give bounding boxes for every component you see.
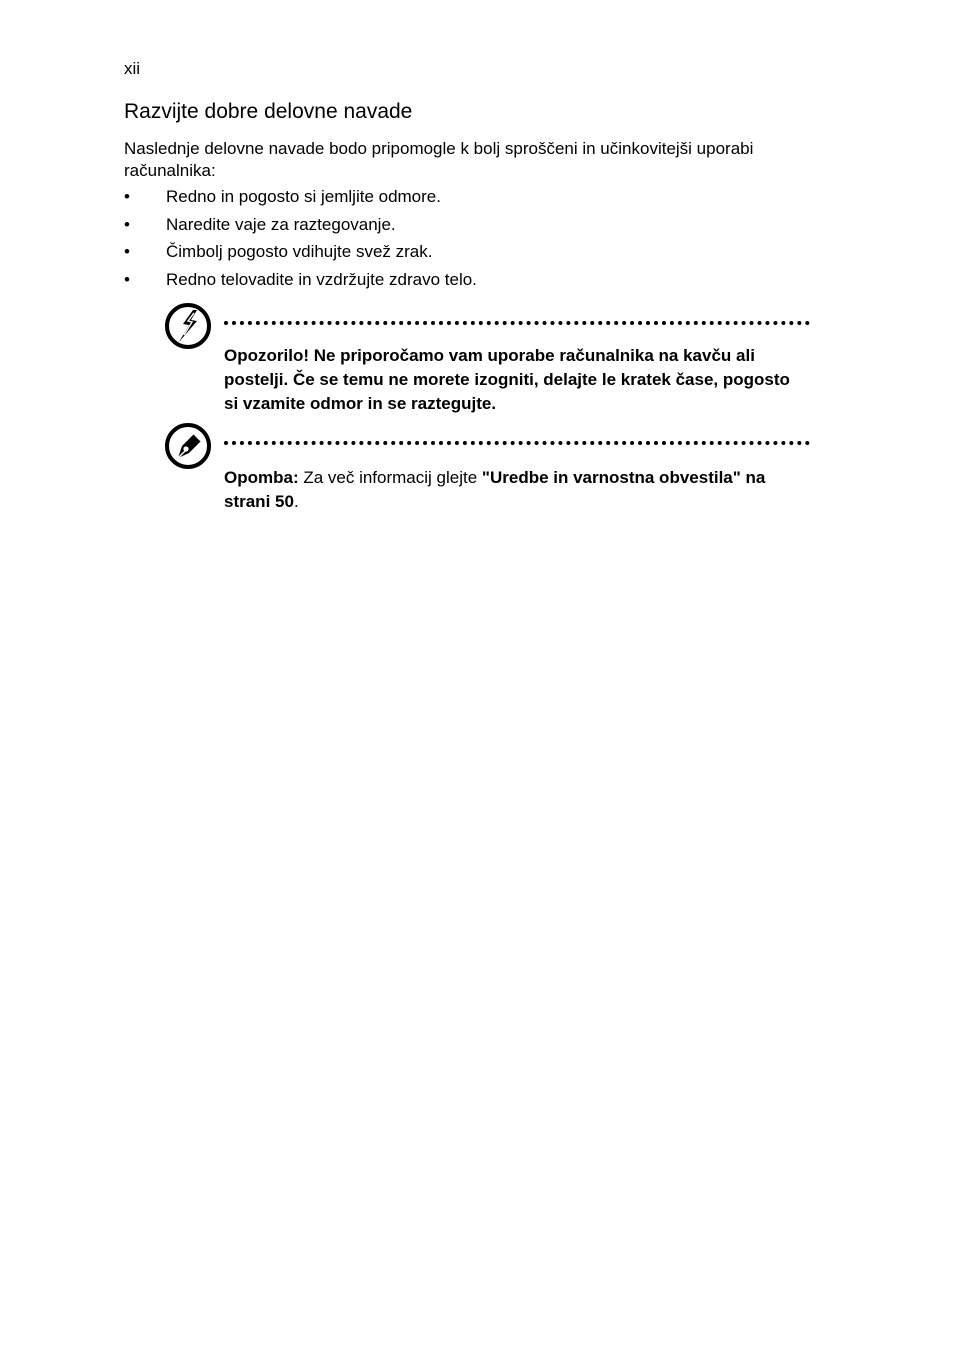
note-body: Za več informacij glejte bbox=[298, 468, 482, 487]
warning-lightning-icon bbox=[164, 302, 212, 350]
bullet-icon: • bbox=[124, 269, 130, 289]
list-item-text: Čimbolj pogosto vdihujte svež zrak. bbox=[166, 242, 433, 262]
note-label: Opomba: bbox=[224, 468, 299, 487]
note-divider bbox=[224, 441, 810, 445]
bullet-icon: • bbox=[124, 187, 130, 206]
note-text bbox=[224, 466, 804, 514]
note-end: . bbox=[293, 492, 299, 511]
warning-divider bbox=[224, 321, 810, 325]
list-item bbox=[124, 269, 477, 297]
list-item-text: Redno in pogosto si jemljite odmore. bbox=[166, 187, 441, 206]
list-item bbox=[124, 186, 477, 214]
note-pen-icon bbox=[164, 422, 212, 470]
list-item bbox=[124, 241, 477, 269]
habits-list bbox=[124, 186, 477, 296]
list-item bbox=[124, 214, 477, 242]
intro-paragraph: Naslednje delovne navade bodo pripomogle k bolj sproščeni in učinkovitejši uporabi računalnika: bbox=[124, 139, 754, 180]
bullet-icon: • bbox=[124, 214, 130, 234]
bullet-icon: • bbox=[124, 242, 130, 262]
note-reference-link[interactable]: "Uredbe in varnostna obvestila" na strani 50 bbox=[224, 468, 766, 511]
page-number: xii bbox=[124, 59, 141, 78]
section-title: Razvijte dobre delovne navade bbox=[124, 100, 413, 123]
list-item-text: Redno telovadite in vzdržujte zdravo telo. bbox=[166, 269, 477, 289]
warning-text: Opozorilo! Ne priporočamo vam uporabe računalnika na kavču ali postelji. Če se temu ne morete izogniti, delajte le kratek čase, pogosto si vzamite odmor in se raztegujte. bbox=[224, 346, 790, 413]
list-item-text: Naredite vaje za raztegovanje. bbox=[166, 214, 396, 234]
